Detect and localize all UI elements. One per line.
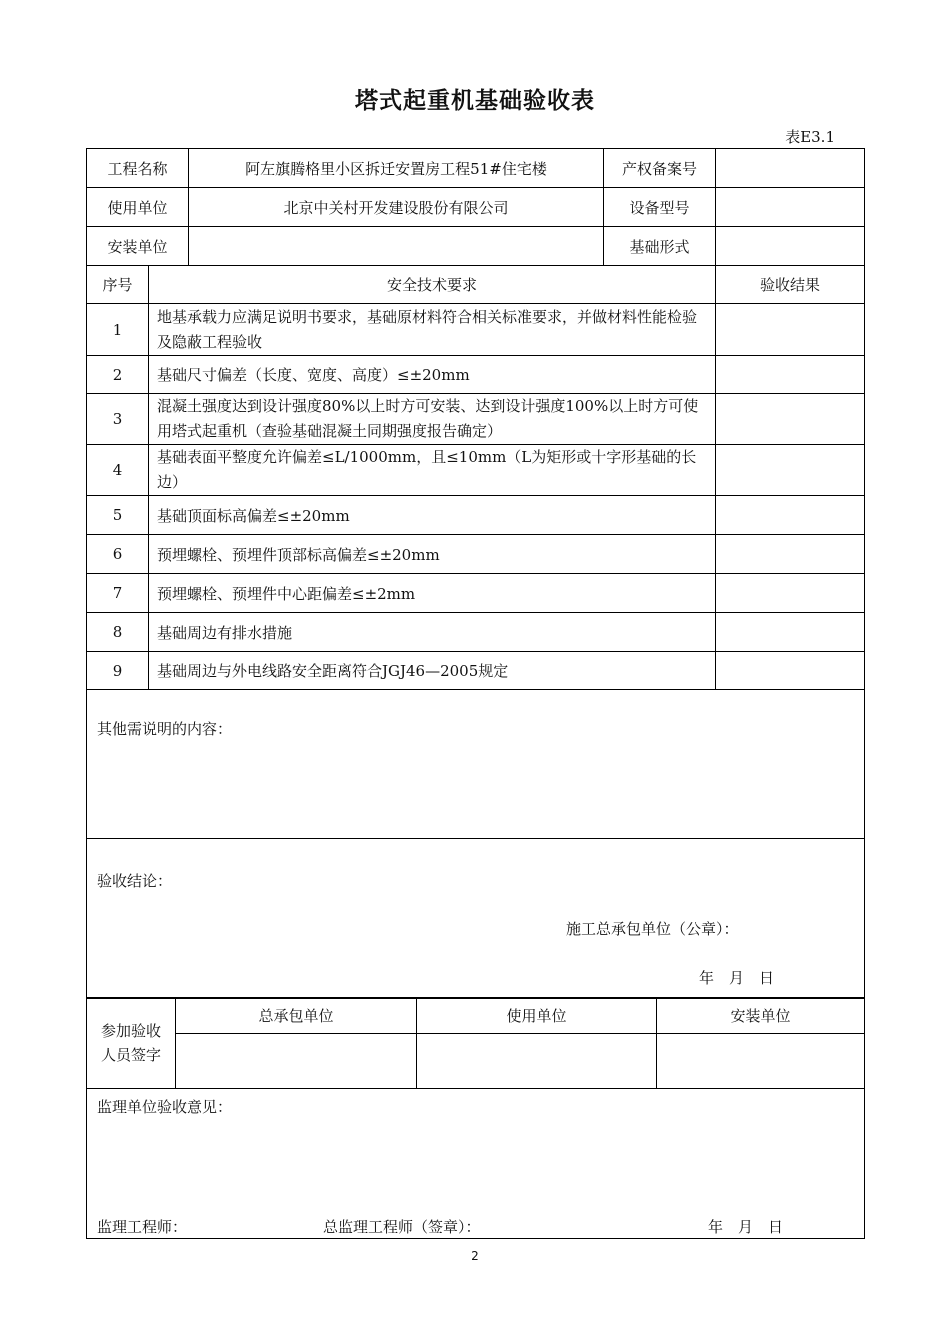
item-requirement: 预埋螺栓、预埋件顶部标高偏差≤±20mm (149, 535, 716, 574)
chief-engineer-label: 总监理工程师（签章）： (323, 1218, 481, 1236)
inspection-table (86, 148, 865, 999)
column-header-row (87, 266, 865, 304)
item-result[interactable] (716, 356, 865, 394)
item-no: 4 (87, 445, 149, 496)
signature-col-contractor: 总承包单位 (176, 998, 417, 1034)
conclusion-label: 验收结论： (97, 872, 173, 890)
item-no: 7 (87, 574, 149, 613)
install-unit-value[interactable] (189, 227, 604, 266)
supervision-label: 监理单位验收意见： (97, 1098, 233, 1116)
table-row (87, 445, 865, 496)
signature-label: 参加验收人员签字 (87, 998, 176, 1089)
table-number: 表E3.1 (785, 128, 835, 146)
item-no: 1 (87, 304, 149, 356)
col-header-result: 验收结果 (716, 266, 865, 304)
signature-contractor-field[interactable] (176, 1034, 417, 1089)
page-title: 塔式起重机基础验收表 (355, 88, 595, 114)
supervision-row (87, 1089, 865, 1239)
project-name-value[interactable]: 阿左旗腾格里小区拆迁安置房工程51#住宅楼 (189, 149, 604, 188)
conclusion-cell[interactable] (87, 839, 865, 999)
item-requirement: 地基承载力应满足说明书要求，基础原材料符合相关标准要求，并做材料性能检验及隐蔽工程验收 (149, 304, 716, 356)
item-requirement: 基础尺寸偏差（长度、宽度、高度）≤±20mm (149, 356, 716, 394)
signature-row (87, 1034, 865, 1089)
signature-header-row (87, 998, 865, 1034)
item-no: 6 (87, 535, 149, 574)
other-notes-row (87, 690, 865, 839)
equipment-model-value[interactable] (716, 188, 865, 227)
col-header-no: 序号 (87, 266, 149, 304)
item-result[interactable] (716, 304, 865, 356)
item-no: 3 (87, 394, 149, 445)
item-requirement: 基础周边有排水措施 (149, 613, 716, 652)
supervision-cell[interactable] (87, 1089, 865, 1239)
item-requirement: 混凝土强度达到设计强度80%以上时方可安装、达到设计强度100%以上时方可使用塔式起重机（查验基础混凝土同期强度报告确定） (149, 394, 716, 445)
other-notes-label: 其他需说明的内容： (97, 720, 233, 738)
signature-col-installer: 安装单位 (657, 998, 865, 1034)
signature-user-field[interactable] (417, 1034, 657, 1089)
item-result[interactable] (716, 394, 865, 445)
user-unit-row (87, 188, 865, 227)
item-requirement: 基础周边与外电线路安全距离符合JGJ46—2005规定 (149, 652, 716, 690)
table-row (87, 613, 865, 652)
install-unit-row (87, 227, 865, 266)
user-unit-value[interactable]: 北京中关村开发建设股份有限公司 (189, 188, 604, 227)
conclusion-date: 年 月 日 (699, 969, 775, 987)
item-no: 5 (87, 496, 149, 535)
item-requirement: 基础表面平整度允许偏差≤L/1000mm，且≤10mm（L为矩形或十字形基础的长边） (149, 445, 716, 496)
item-result[interactable] (716, 613, 865, 652)
install-unit-label: 安装单位 (87, 227, 189, 266)
table-row (87, 496, 865, 535)
conclusion-row (87, 839, 865, 999)
item-result[interactable] (716, 574, 865, 613)
property-reg-label: 产权备案号 (604, 149, 716, 188)
item-requirement: 基础顶面标高偏差≤±20mm (149, 496, 716, 535)
item-no: 9 (87, 652, 149, 690)
item-result[interactable] (716, 445, 865, 496)
user-unit-label: 使用单位 (87, 188, 189, 227)
item-no: 8 (87, 613, 149, 652)
other-notes-cell[interactable] (87, 690, 865, 839)
table-row (87, 304, 865, 356)
project-name-row (87, 149, 865, 188)
foundation-type-value[interactable] (716, 227, 865, 266)
table-row (87, 356, 865, 394)
contractor-seal-label: 施工总承包单位（公章）： (566, 920, 739, 938)
table-row (87, 535, 865, 574)
table-row (87, 652, 865, 690)
item-requirement: 预埋螺栓、预埋件中心距偏差≤±2mm (149, 574, 716, 613)
item-result[interactable] (716, 652, 865, 690)
page-number: 2 (471, 1249, 479, 1263)
signature-installer-field[interactable] (657, 1034, 865, 1089)
item-result[interactable] (716, 535, 865, 574)
supervision-date: 年 月 日 (708, 1218, 784, 1236)
col-header-requirement: 安全技术要求 (149, 266, 716, 304)
table-row (87, 394, 865, 445)
table-row (87, 574, 865, 613)
signature-table (86, 997, 865, 1239)
supervision-engineer-label: 监理工程师： (97, 1218, 188, 1236)
equipment-model-label: 设备型号 (604, 188, 716, 227)
project-name-label: 工程名称 (87, 149, 189, 188)
signature-col-user: 使用单位 (417, 998, 657, 1034)
item-result[interactable] (716, 496, 865, 535)
foundation-type-label: 基础形式 (604, 227, 716, 266)
item-no: 2 (87, 356, 149, 394)
property-reg-value[interactable] (716, 149, 865, 188)
